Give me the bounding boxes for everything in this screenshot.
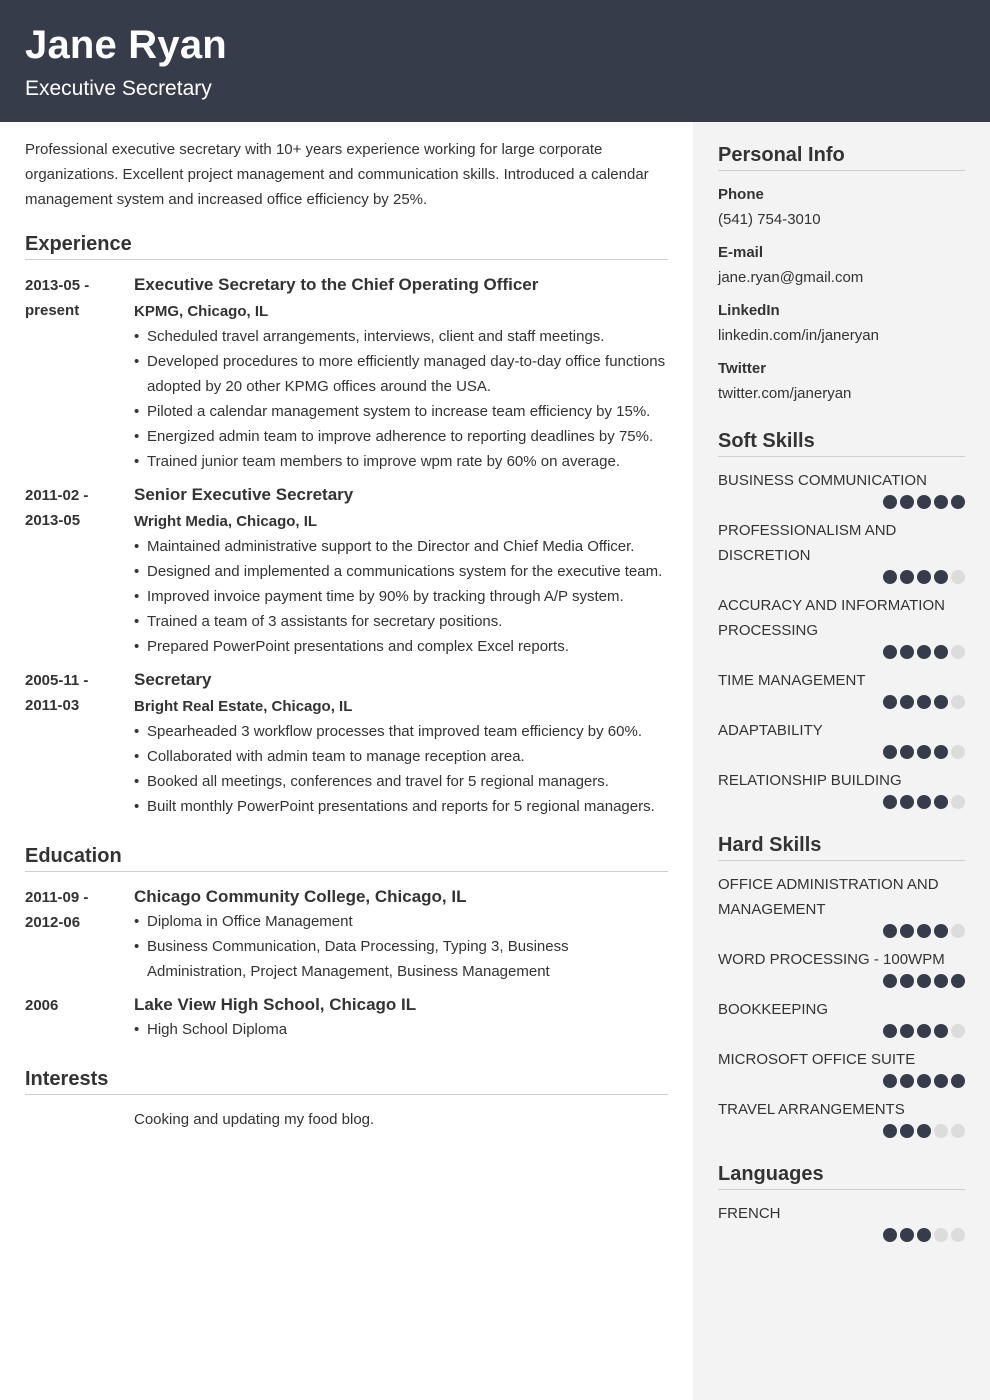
rating-dot-filled xyxy=(934,1074,948,1088)
skill-item xyxy=(718,593,965,660)
skill-rating xyxy=(718,1228,965,1243)
sidebar xyxy=(693,122,990,1400)
rating-dot-filled xyxy=(883,1024,897,1038)
rating-dot-filled xyxy=(900,974,914,988)
rating-dot-filled xyxy=(951,974,965,988)
rating-dot-filled xyxy=(917,1024,931,1038)
skill-name: TIME MANAGEMENT xyxy=(718,672,866,689)
skill-rating xyxy=(718,795,965,810)
experience-bullet: • Booked all meetings, conferences and travel for 5 regional managers. xyxy=(134,769,668,794)
education-bullet: • High School Diploma xyxy=(134,1017,668,1042)
soft-skills-heading: Soft Skills xyxy=(718,428,965,457)
personal-info-value: twitter.com/janeryan xyxy=(718,385,852,402)
experience-bullet: • Prepared PowerPoint presentations and complex Excel reports. xyxy=(134,634,668,659)
rating-dot-filled xyxy=(900,924,914,938)
experience-bullet: • Energized admin team to improve adherence to reporting deadlines by 75%. xyxy=(134,424,668,449)
skill-rating xyxy=(718,974,965,989)
experience-bullets xyxy=(134,324,668,474)
education-bullets xyxy=(134,1017,668,1042)
skill-item xyxy=(718,997,965,1039)
education-heading: Education xyxy=(25,843,668,872)
rating-dot-filled xyxy=(883,924,897,938)
rating-dot-filled xyxy=(883,1074,897,1088)
skill-item xyxy=(718,518,965,585)
rating-dot-filled xyxy=(917,1074,931,1088)
skill-rating xyxy=(718,1124,965,1139)
personal-info-heading: Personal Info xyxy=(718,142,965,171)
skill-name: PROFESSIONALISM AND DISCRETION xyxy=(718,522,897,564)
rating-dot-filled xyxy=(900,745,914,759)
experience-title: Secretary xyxy=(134,670,212,689)
rating-dot-filled xyxy=(900,1124,914,1138)
rating-dot-filled xyxy=(934,570,948,584)
rating-dot-empty xyxy=(951,1024,965,1038)
rating-dot-filled xyxy=(900,570,914,584)
summary-text: Professional executive secretary with 10+ years experience working for large corporate organizations. Excellent project management and communication skills. Introduced a calendar management system and increased office efficiency by 25%. xyxy=(25,141,649,208)
languages-heading: Languages xyxy=(718,1161,965,1190)
rating-dot-filled xyxy=(883,570,897,584)
hard-skills-list xyxy=(718,872,965,1139)
rating-dot-filled xyxy=(917,745,931,759)
personal-info-value: linkedin.com/in/janeryan xyxy=(718,327,879,344)
skill-rating xyxy=(718,745,965,760)
rating-dot-filled xyxy=(900,495,914,509)
rating-dot-filled xyxy=(934,695,948,709)
rating-dot-filled xyxy=(917,1228,931,1242)
skill-item xyxy=(718,947,965,989)
rating-dot-empty xyxy=(951,795,965,809)
rating-dot-filled xyxy=(883,1124,897,1138)
rating-dot-filled xyxy=(883,495,897,509)
skill-item xyxy=(718,768,965,810)
experience-bullet: • Scheduled travel arrangements, interviews, client and staff meetings. xyxy=(134,324,668,349)
rating-dot-filled xyxy=(917,795,931,809)
skill-rating xyxy=(718,570,965,585)
experience-bullet: • Spearheaded 3 workflow processes that improved team efficiency by 60%. xyxy=(134,719,668,744)
experience-list xyxy=(25,272,668,819)
experience-title: Senior Executive Secretary xyxy=(134,485,354,504)
rating-dot-empty xyxy=(951,695,965,709)
interests-text: Cooking and updating my food blog. xyxy=(134,1111,375,1128)
skill-item xyxy=(718,468,965,510)
rating-dot-filled xyxy=(917,974,931,988)
rating-dot-filled xyxy=(883,695,897,709)
experience-body xyxy=(134,482,668,659)
rating-dot-filled xyxy=(883,795,897,809)
rating-dot-filled xyxy=(900,795,914,809)
experience-bullet: • Trained junior team members to improve wpm rate by 60% on average. xyxy=(134,449,668,474)
skill-name: ACCURACY AND INFORMATION PROCESSING xyxy=(718,597,945,639)
experience-organization: Wright Media, Chicago, IL xyxy=(134,513,318,530)
languages-list xyxy=(718,1201,965,1243)
education-date: 2006 xyxy=(25,997,59,1014)
experience-organization: KPMG, Chicago, IL xyxy=(134,303,269,320)
education-bullet: • Business Communication, Data Processing, Typing 3, Business Administration, Project Management, Business Management xyxy=(134,934,668,984)
rating-dot-filled xyxy=(934,795,948,809)
experience-bullet: • Built monthly PowerPoint presentations and reports for 5 regional managers. xyxy=(134,794,668,819)
skill-name: MICROSOFT OFFICE SUITE xyxy=(718,1051,916,1068)
skill-item xyxy=(718,872,965,939)
rating-dot-filled xyxy=(917,924,931,938)
rating-dot-filled xyxy=(883,974,897,988)
rating-dot-filled xyxy=(883,645,897,659)
rating-dot-filled xyxy=(934,1024,948,1038)
experience-bullet: • Improved invoice payment time by 90% by tracking through A/P system. xyxy=(134,584,668,609)
education-entry xyxy=(25,884,668,984)
rating-dot-filled xyxy=(900,1024,914,1038)
education-title: Lake View High School, Chicago IL xyxy=(134,995,417,1014)
job-title: Executive Secretary xyxy=(25,77,212,100)
skill-name: BUSINESS COMMUNICATION xyxy=(718,472,927,489)
experience-body xyxy=(134,272,668,474)
experience-entry xyxy=(25,272,668,474)
experience-bullet: • Trained a team of 3 assistants for secretary positions. xyxy=(134,609,668,634)
main-column xyxy=(25,137,668,1132)
rating-dot-filled xyxy=(934,645,948,659)
rating-dot-filled xyxy=(900,645,914,659)
interests-heading: Interests xyxy=(25,1066,668,1095)
skill-item xyxy=(718,1097,965,1139)
experience-body xyxy=(134,667,668,819)
skill-item xyxy=(718,1201,965,1243)
rating-dot-filled xyxy=(951,495,965,509)
rating-dot-filled xyxy=(934,745,948,759)
experience-bullet: • Piloted a calendar management system to increase team efficiency by 15%. xyxy=(134,399,668,424)
education-title: Chicago Community College, Chicago, IL xyxy=(134,887,467,906)
experience-bullet: • Maintained administrative support to the Director and Chief Media Officer. xyxy=(134,534,668,559)
skill-name: ADAPTABILITY xyxy=(718,722,823,739)
experience-bullet: • Developed procedures to more efficiently managed day-to-day office functions adopted by 20 other KPMG offices around the USA. xyxy=(134,349,668,399)
rating-dot-filled xyxy=(900,1074,914,1088)
rating-dot-filled xyxy=(917,1124,931,1138)
rating-dot-filled xyxy=(917,695,931,709)
education-date: 2011-09 - 2012-06 xyxy=(25,889,89,931)
rating-dot-filled xyxy=(934,495,948,509)
experience-bullets xyxy=(134,534,668,659)
skill-name: FRENCH xyxy=(718,1205,781,1222)
personal-info-list xyxy=(718,182,965,406)
experience-heading: Experience xyxy=(25,231,668,260)
rating-dot-empty xyxy=(951,745,965,759)
rating-dot-filled xyxy=(917,570,931,584)
experience-date: 2005-11 - 2011-03 xyxy=(25,672,89,714)
personal-info-value: (541) 754-3010 xyxy=(718,211,821,228)
education-bullets xyxy=(134,909,668,984)
resume-header xyxy=(0,0,990,122)
hard-skills-heading: Hard Skills xyxy=(718,832,965,861)
skill-rating xyxy=(718,1074,965,1089)
rating-dot-filled xyxy=(917,495,931,509)
soft-skills-list xyxy=(718,468,965,810)
skill-item xyxy=(718,668,965,710)
experience-entry xyxy=(25,667,668,819)
rating-dot-filled xyxy=(934,924,948,938)
skill-name: WORD PROCESSING - 100WPM xyxy=(718,951,945,968)
rating-dot-filled xyxy=(883,1228,897,1242)
rating-dot-filled xyxy=(917,645,931,659)
experience-bullet: • Collaborated with admin team to manage reception area. xyxy=(134,744,668,769)
education-bullet: • Diploma in Office Management xyxy=(134,909,668,934)
personal-info-label: LinkedIn xyxy=(718,302,780,319)
skill-name: RELATIONSHIP BUILDING xyxy=(718,772,902,789)
skill-name: BOOKKEEPING xyxy=(718,1001,829,1018)
rating-dot-filled xyxy=(951,1074,965,1088)
skill-rating xyxy=(718,695,965,710)
rating-dot-empty xyxy=(951,1228,965,1242)
education-list xyxy=(25,884,668,1042)
rating-dot-empty xyxy=(934,1124,948,1138)
rating-dot-empty xyxy=(951,1124,965,1138)
skill-rating xyxy=(718,495,965,510)
rating-dot-empty xyxy=(951,924,965,938)
skill-name: OFFICE ADMINISTRATION AND MANAGEMENT xyxy=(718,876,939,918)
experience-title: Executive Secretary to the Chief Operating Officer xyxy=(134,275,539,294)
experience-date: 2011-02 - 2013-05 xyxy=(25,487,89,529)
experience-date: 2013-05 - present xyxy=(25,277,90,319)
personal-info-label: Phone xyxy=(718,186,764,203)
personal-info-label: Twitter xyxy=(718,360,767,377)
skill-name: TRAVEL ARRANGEMENTS xyxy=(718,1101,905,1118)
rating-dot-filled xyxy=(883,745,897,759)
education-entry xyxy=(25,992,668,1042)
rating-dot-filled xyxy=(934,974,948,988)
experience-bullets xyxy=(134,719,668,819)
rating-dot-empty xyxy=(951,645,965,659)
candidate-name: Jane Ryan xyxy=(25,23,227,67)
education-body xyxy=(134,992,668,1042)
skill-rating xyxy=(718,924,965,939)
education-body xyxy=(134,884,668,984)
skill-rating xyxy=(718,645,965,660)
rating-dot-empty xyxy=(934,1228,948,1242)
skill-item xyxy=(718,1047,965,1089)
personal-info-label: E-mail xyxy=(718,244,764,261)
rating-dot-filled xyxy=(900,1228,914,1242)
skill-item xyxy=(718,718,965,760)
experience-bullet: • Designed and implemented a communications system for the executive team. xyxy=(134,559,668,584)
experience-organization: Bright Real Estate, Chicago, IL xyxy=(134,698,353,715)
skill-rating xyxy=(718,1024,965,1039)
rating-dot-filled xyxy=(900,695,914,709)
experience-entry xyxy=(25,482,668,659)
rating-dot-empty xyxy=(951,570,965,584)
personal-info-value: jane.ryan@gmail.com xyxy=(718,269,864,286)
